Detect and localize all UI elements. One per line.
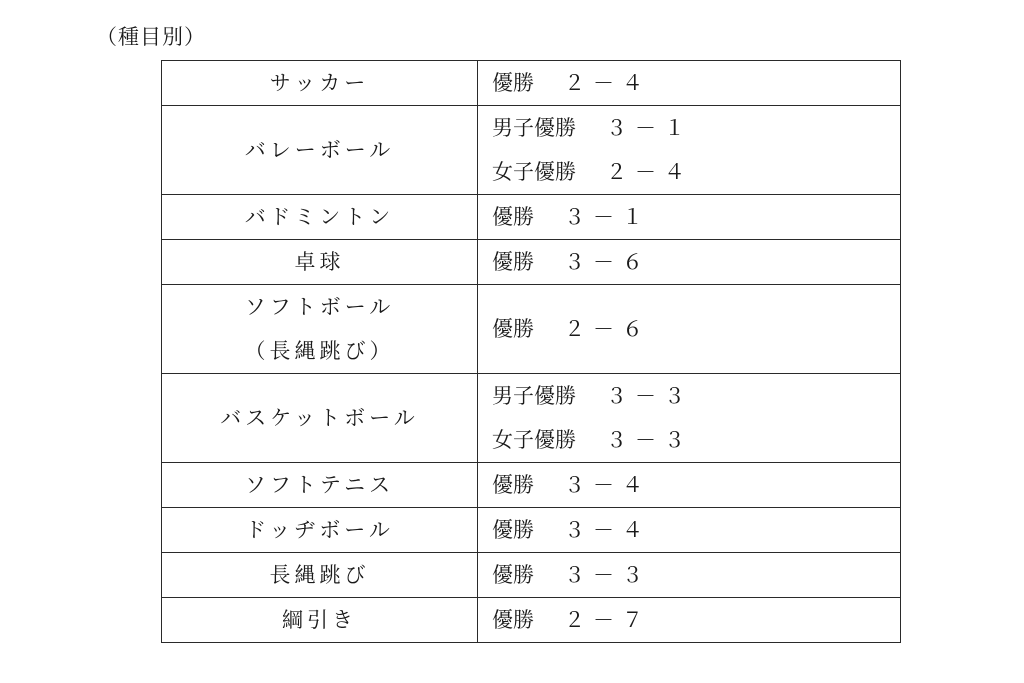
- result-score: ３－４: [564, 518, 651, 542]
- result-score: ３－６: [564, 250, 651, 274]
- result-label: 優勝: [492, 317, 534, 341]
- result-score: ３－３: [564, 563, 651, 587]
- sport-cell: [162, 598, 478, 643]
- sport-cell: [162, 374, 478, 463]
- result-score: ２－６: [564, 317, 651, 341]
- result-score: ２－４: [606, 160, 693, 184]
- result-score: ３－１: [564, 205, 651, 229]
- sport-cell: [162, 553, 478, 598]
- result-line: [492, 106, 900, 150]
- result-cell: [478, 553, 901, 598]
- result-score: ２－４: [564, 71, 651, 95]
- table-row: [162, 61, 901, 106]
- result-label: 優勝: [492, 205, 534, 229]
- table-caption: （種目別）: [96, 25, 206, 49]
- result-label: 男子優勝: [492, 384, 576, 408]
- sport-name: ソフトテニス: [244, 473, 395, 497]
- result-line: [492, 150, 900, 194]
- table-row: [162, 106, 901, 195]
- result-cell: [478, 61, 901, 106]
- sport-cell: [162, 240, 478, 285]
- result-cell: [478, 106, 901, 195]
- result-cell: [478, 374, 901, 463]
- sport-name: サッカー: [269, 71, 370, 95]
- result-label: 優勝: [492, 71, 534, 95]
- sport-cell: [162, 285, 478, 374]
- results-table: [161, 60, 901, 643]
- result-cell: [478, 463, 901, 508]
- result-label: 優勝: [492, 563, 534, 587]
- sport-name: 綱引き: [282, 608, 357, 632]
- sport-cell: [162, 106, 478, 195]
- sport-name: 長縄跳び: [269, 563, 370, 587]
- result-line: [492, 374, 900, 418]
- result-label: 女子優勝: [492, 160, 576, 184]
- sport-name-note: （長縄跳び）: [244, 339, 395, 363]
- result-label: 優勝: [492, 473, 534, 497]
- result-line: [492, 195, 900, 239]
- sport-cell: [162, 508, 478, 553]
- result-score: ３－４: [564, 473, 651, 497]
- result-score: ２－７: [564, 608, 651, 632]
- result-label: 優勝: [492, 250, 534, 274]
- result-cell: [478, 195, 901, 240]
- result-label: 女子優勝: [492, 428, 576, 452]
- result-cell: [478, 240, 901, 285]
- result-label: 優勝: [492, 608, 534, 632]
- sport-cell: [162, 463, 478, 508]
- table-row: [162, 285, 901, 374]
- result-cell: [478, 285, 901, 374]
- result-line: [492, 240, 900, 284]
- result-label: 男子優勝: [492, 116, 576, 140]
- table-row: [162, 598, 901, 643]
- table-row: [162, 240, 901, 285]
- result-line: [492, 508, 900, 552]
- sport-name: バスケットボール: [220, 406, 419, 430]
- result-line: [492, 61, 900, 105]
- result-cell: [478, 508, 901, 553]
- table-row: [162, 374, 901, 463]
- sport-name: バドミントン: [244, 205, 395, 229]
- sport-name: バレーボール: [244, 138, 395, 162]
- result-line: [492, 598, 900, 642]
- sport-cell: [162, 61, 478, 106]
- result-line: [492, 553, 900, 597]
- result-label: 優勝: [492, 518, 534, 542]
- sport-name: 卓球: [294, 250, 345, 274]
- table-row: [162, 508, 901, 553]
- sport-name: ソフトボール: [244, 295, 395, 319]
- result-line: [492, 418, 900, 462]
- result-score: ３－３: [606, 428, 693, 452]
- result-cell: [478, 598, 901, 643]
- table-row: [162, 463, 901, 508]
- sport-cell: [162, 195, 478, 240]
- table-row: [162, 553, 901, 598]
- result-line: [492, 307, 900, 351]
- sport-name: ドッヂボール: [245, 518, 394, 542]
- table-row: [162, 195, 901, 240]
- result-line: [492, 463, 900, 507]
- result-score: ３－３: [606, 384, 693, 408]
- result-score: ３－１: [606, 116, 693, 140]
